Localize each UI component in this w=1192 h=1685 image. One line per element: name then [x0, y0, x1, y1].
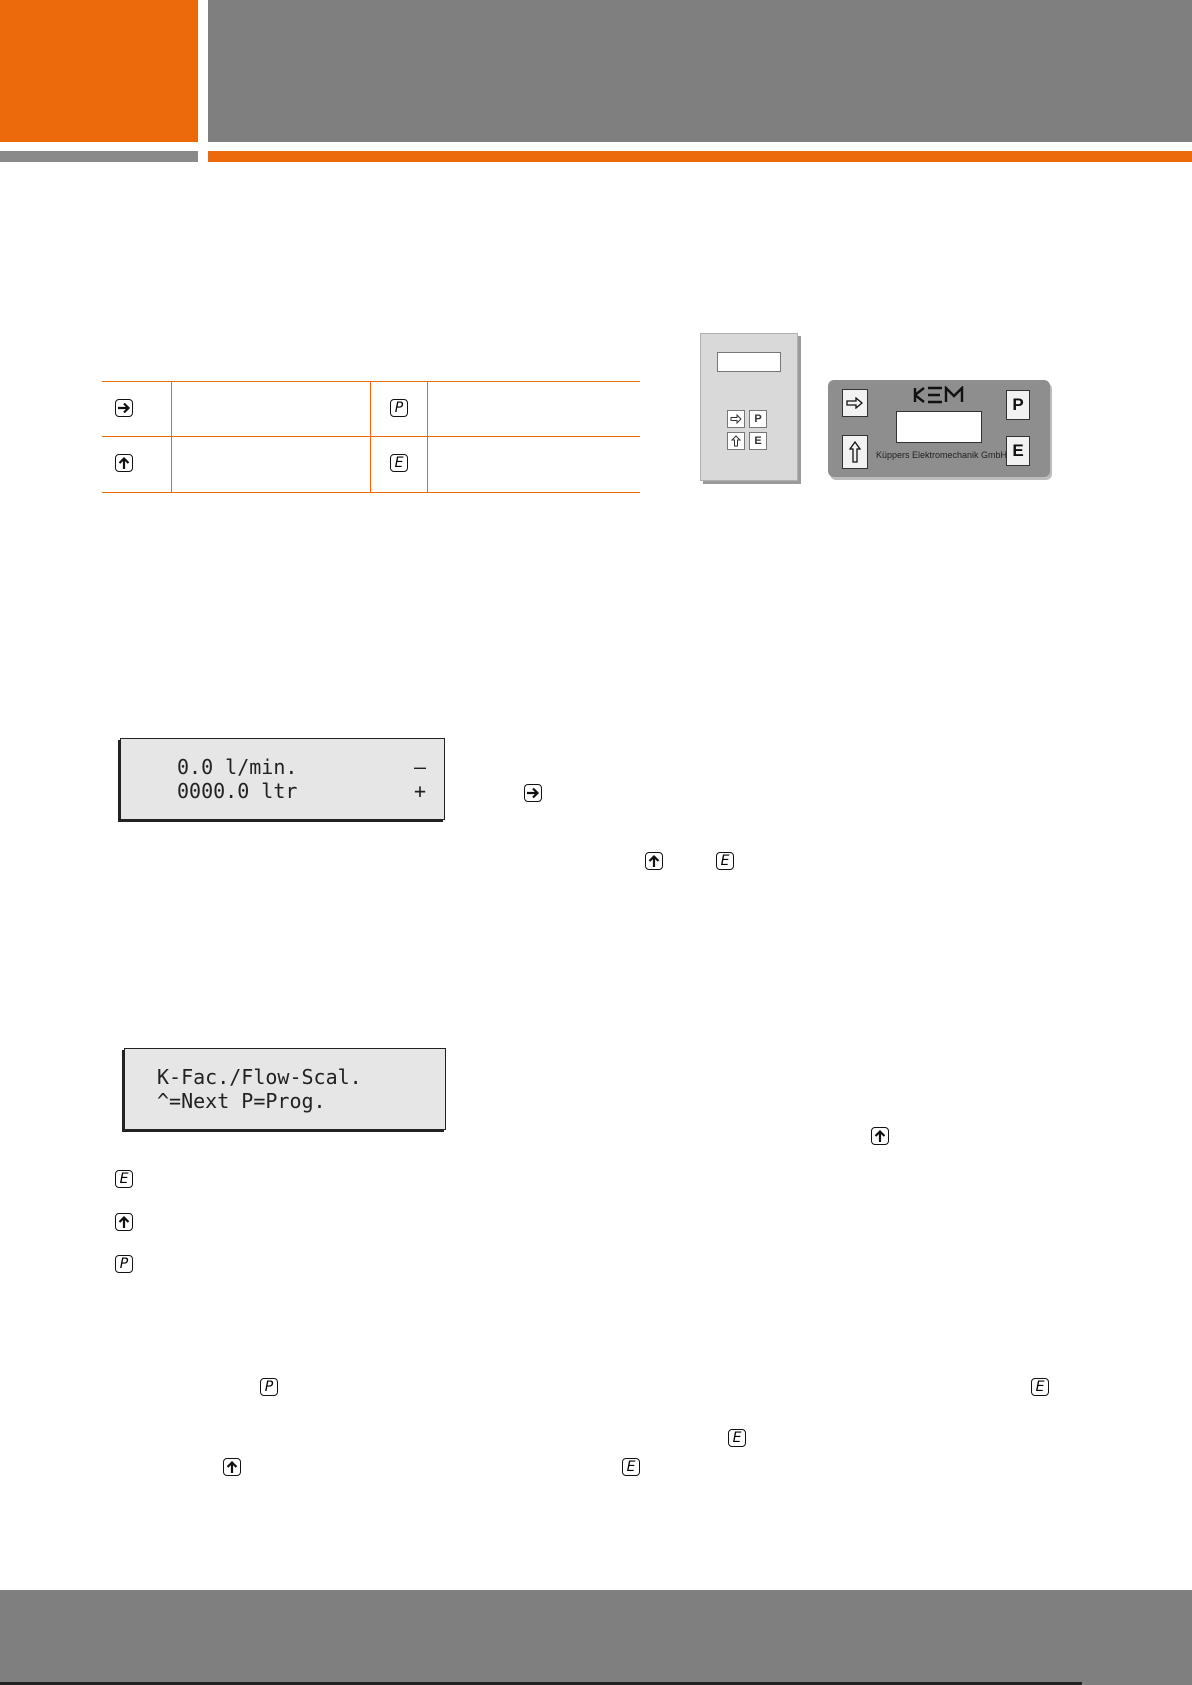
arrow-right-key-icon [115, 399, 133, 417]
arrow-up-key-icon [115, 1213, 133, 1231]
table-rule-bottom [102, 492, 640, 493]
lcd-flow-total: 0000.0 ltr [177, 779, 298, 803]
header-grey-rule [0, 151, 198, 162]
lcd-menu-line-1: K-Fac./Flow-Scal. [157, 1065, 362, 1089]
device-large-illustration [828, 380, 1050, 477]
lcd-flow-rate-sign: – [414, 755, 427, 779]
lcd-flow-total-sign: + [414, 779, 427, 803]
arrow-up-key-icon [115, 454, 133, 472]
table-divider-1 [171, 381, 172, 493]
device-large-caption: Küppers Elektromechanik GmbH [876, 450, 1008, 460]
device-small-e-button: E [749, 432, 767, 450]
key-legend-table [102, 381, 640, 493]
device-small-up-button [727, 432, 745, 450]
table-divider-2 [370, 381, 371, 493]
device-small-display [717, 352, 781, 372]
device-small-p-button: P [749, 410, 767, 428]
lcd-flow-display [120, 738, 445, 820]
kem-logo [912, 386, 966, 404]
p-key-icon: P [390, 399, 408, 417]
table-rule-middle [102, 436, 640, 437]
device-large-display [896, 411, 982, 443]
arrow-up-key-icon [871, 1127, 889, 1145]
arrow-up-key-icon [223, 1458, 241, 1476]
device-small-illustration [700, 333, 798, 481]
e-key-icon: E [1031, 1378, 1049, 1396]
header-orange-rule [208, 151, 1192, 162]
device-small-right-button [727, 410, 745, 428]
header-orange-block [0, 0, 198, 142]
lcd-menu-line-2: ^=Next P=Prog. [157, 1089, 326, 1113]
e-key-icon: E [390, 454, 408, 472]
footer-banner [0, 1590, 1192, 1685]
table-divider-3 [427, 381, 428, 493]
arrow-right-key-icon [524, 784, 542, 802]
p-key-icon: P [260, 1378, 278, 1396]
e-key-icon: E [728, 1429, 746, 1447]
lcd-menu-display [124, 1048, 446, 1130]
e-key-icon: E [622, 1458, 640, 1476]
device-large-e-button: E [1006, 436, 1030, 466]
e-key-icon: E [115, 1170, 133, 1188]
arrow-up-key-icon [645, 852, 663, 870]
p-key-icon: P [115, 1255, 133, 1273]
device-large-up-button [842, 435, 868, 469]
lcd-flow-rate: 0.0 l/min. [177, 755, 298, 779]
device-large-p-button: P [1006, 390, 1030, 420]
e-key-icon: E [716, 852, 734, 870]
device-large-right-button [842, 389, 868, 417]
header-grey-banner [208, 0, 1192, 142]
table-rule-top [102, 381, 640, 382]
